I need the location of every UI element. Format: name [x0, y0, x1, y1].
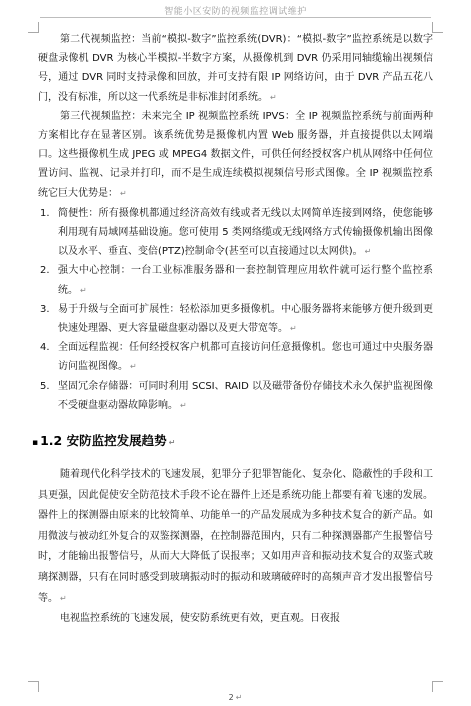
list-item[interactable]	[38, 300, 433, 338]
header-rule	[40, 17, 431, 18]
list-item-text: 坚固冗余存储器：可同时利用 SCSI、RAID 以及磁带备份存储技术永久保护监视图像不受硬盘驱动器故障影响。	[58, 380, 433, 411]
page-number	[0, 693, 471, 702]
list-number: 2.	[40, 265, 50, 277]
section-heading-text: 1.2 安防监控发展趋势	[40, 433, 167, 449]
paragraph-trend[interactable]	[38, 465, 433, 609]
list-number: 4.	[40, 342, 50, 354]
list-item-text: 易于升级与全面可扩展性：轻松添加更多摄像机。中心服务器将来能够方便升级到更快速处理器、更大容量磁盘驱动器以及更大带宽等。	[58, 303, 433, 335]
crop-mark-bottom-left	[28, 681, 39, 692]
list-number: 3.	[40, 303, 50, 315]
paragraph-mark: ↵	[80, 285, 87, 295]
paragraph-dvr-text: 第二代视频监控：当前“模拟-数字”监控系统(DVR)：“模拟-数字”监控系统是以数字硬盘录像机 DVR 为核心半模拟-半数字方案，从摄像机到 DVR 仍采用同轴缆输出视频信号，通过 DVR 同时支持录像和回放，并可支持有限 IP 网络访问，由于 DVR 产品五花八门，没有标准，所以这一代系统是非标准封闭系统。	[38, 34, 433, 103]
list-item[interactable]	[38, 261, 433, 299]
paragraph-cctv-text: 电视监控系统的飞速发展，使安防系统更有效，更直观。日夜报	[60, 613, 340, 625]
page-header: 智能小区安防的视频监控调试维护	[164, 7, 307, 17]
advantages-list	[38, 204, 433, 415]
paragraph-ipvs-text: 第三代视频监控：未来完全 IP 视频监控系统 IPVS：全 IP 视频监控系统与前面两种方案相比存在显著区别。该系统优势是摄像机内置 Web 服务器，并直接提供以太网端口。这些摄像机生成 JPEG 或 MPEG4 数据文件，可供任何经授权客户机从网络中任何位置访问、监视、记录并打印，而不是生成连续模拟视频信号形式图像。全 IP 视频监控系统它巨大优势是：	[38, 110, 433, 199]
paragraph-dvr[interactable]	[38, 30, 433, 107]
list-number: 5.	[40, 380, 50, 392]
list-item[interactable]	[38, 204, 433, 262]
paragraph-mark: ↵	[270, 92, 277, 102]
section-heading[interactable]	[32, 431, 433, 453]
paragraph-mark: ↵	[168, 438, 176, 448]
paragraph-mark: ↵	[290, 324, 297, 334]
paragraph-cctv[interactable]	[38, 609, 433, 630]
list-item-text: 强大中心控制：一台工业标准服务器和一套控制管理应用软件就可运行整个监控系统。	[58, 265, 433, 296]
list-item-text: 全面远程监视：任何经授权客户机都可直接访问任意摄像机。您也可通过中央服务器访问监视图像。	[58, 342, 433, 373]
heading-bullet: ▪	[32, 438, 39, 449]
document-body	[32, 30, 433, 630]
list-item[interactable]	[38, 338, 433, 376]
list-item[interactable]	[38, 377, 433, 415]
paragraph-mark: ↵	[364, 247, 372, 257]
crop-mark-bottom-right	[432, 681, 443, 692]
paragraph-mark: ↵	[130, 362, 137, 372]
paragraph-mark: ↵	[120, 188, 127, 198]
paragraph-mark: ↵	[60, 593, 67, 603]
list-item-text: 简便性：所有摄像机都通过经济高效有线或者无线以太网简单连接到网络，使您能够利用现有局域网基础设施。您可使用 5 类网络缆或无线网络方式传输摄像机输出图像以及水平、垂直、变倍(PTZ)控制命令(甚至可以直接通过以太网供)。	[58, 207, 433, 258]
paragraph-trend-text: 随着现代化科学技术的飞速发展，犯罪分子犯罪智能化、复杂化、隐蔽性的手段和工具更强，因此促使安全防范技术手段不论在器件上还是系统功能上都要有着飞速的发展。器件上的探测器由原来的比较简单、功能单一的产品发展成为多种技术复合的新产品。如用微波与被动红外复合的双鉴探测器，在控制器范围内，只有二种探测器都产生报警信号时，才能输出报警信号，从而大大降低了误报率；又如用声音和振动技术复合的双鉴式玻璃探测器，只有在同时感受到玻璃振动时的振动和玻璃破碎时的高频声音才发出报警信号等。	[38, 469, 433, 604]
paragraph-mark: ↵	[180, 400, 187, 410]
paragraph-ipvs[interactable]	[38, 107, 433, 203]
crop-mark-top-right	[432, 22, 443, 33]
list-number: 1.	[40, 207, 50, 219]
page-number-text: 2	[228, 693, 234, 702]
paragraph-mark: ↵	[235, 693, 243, 702]
